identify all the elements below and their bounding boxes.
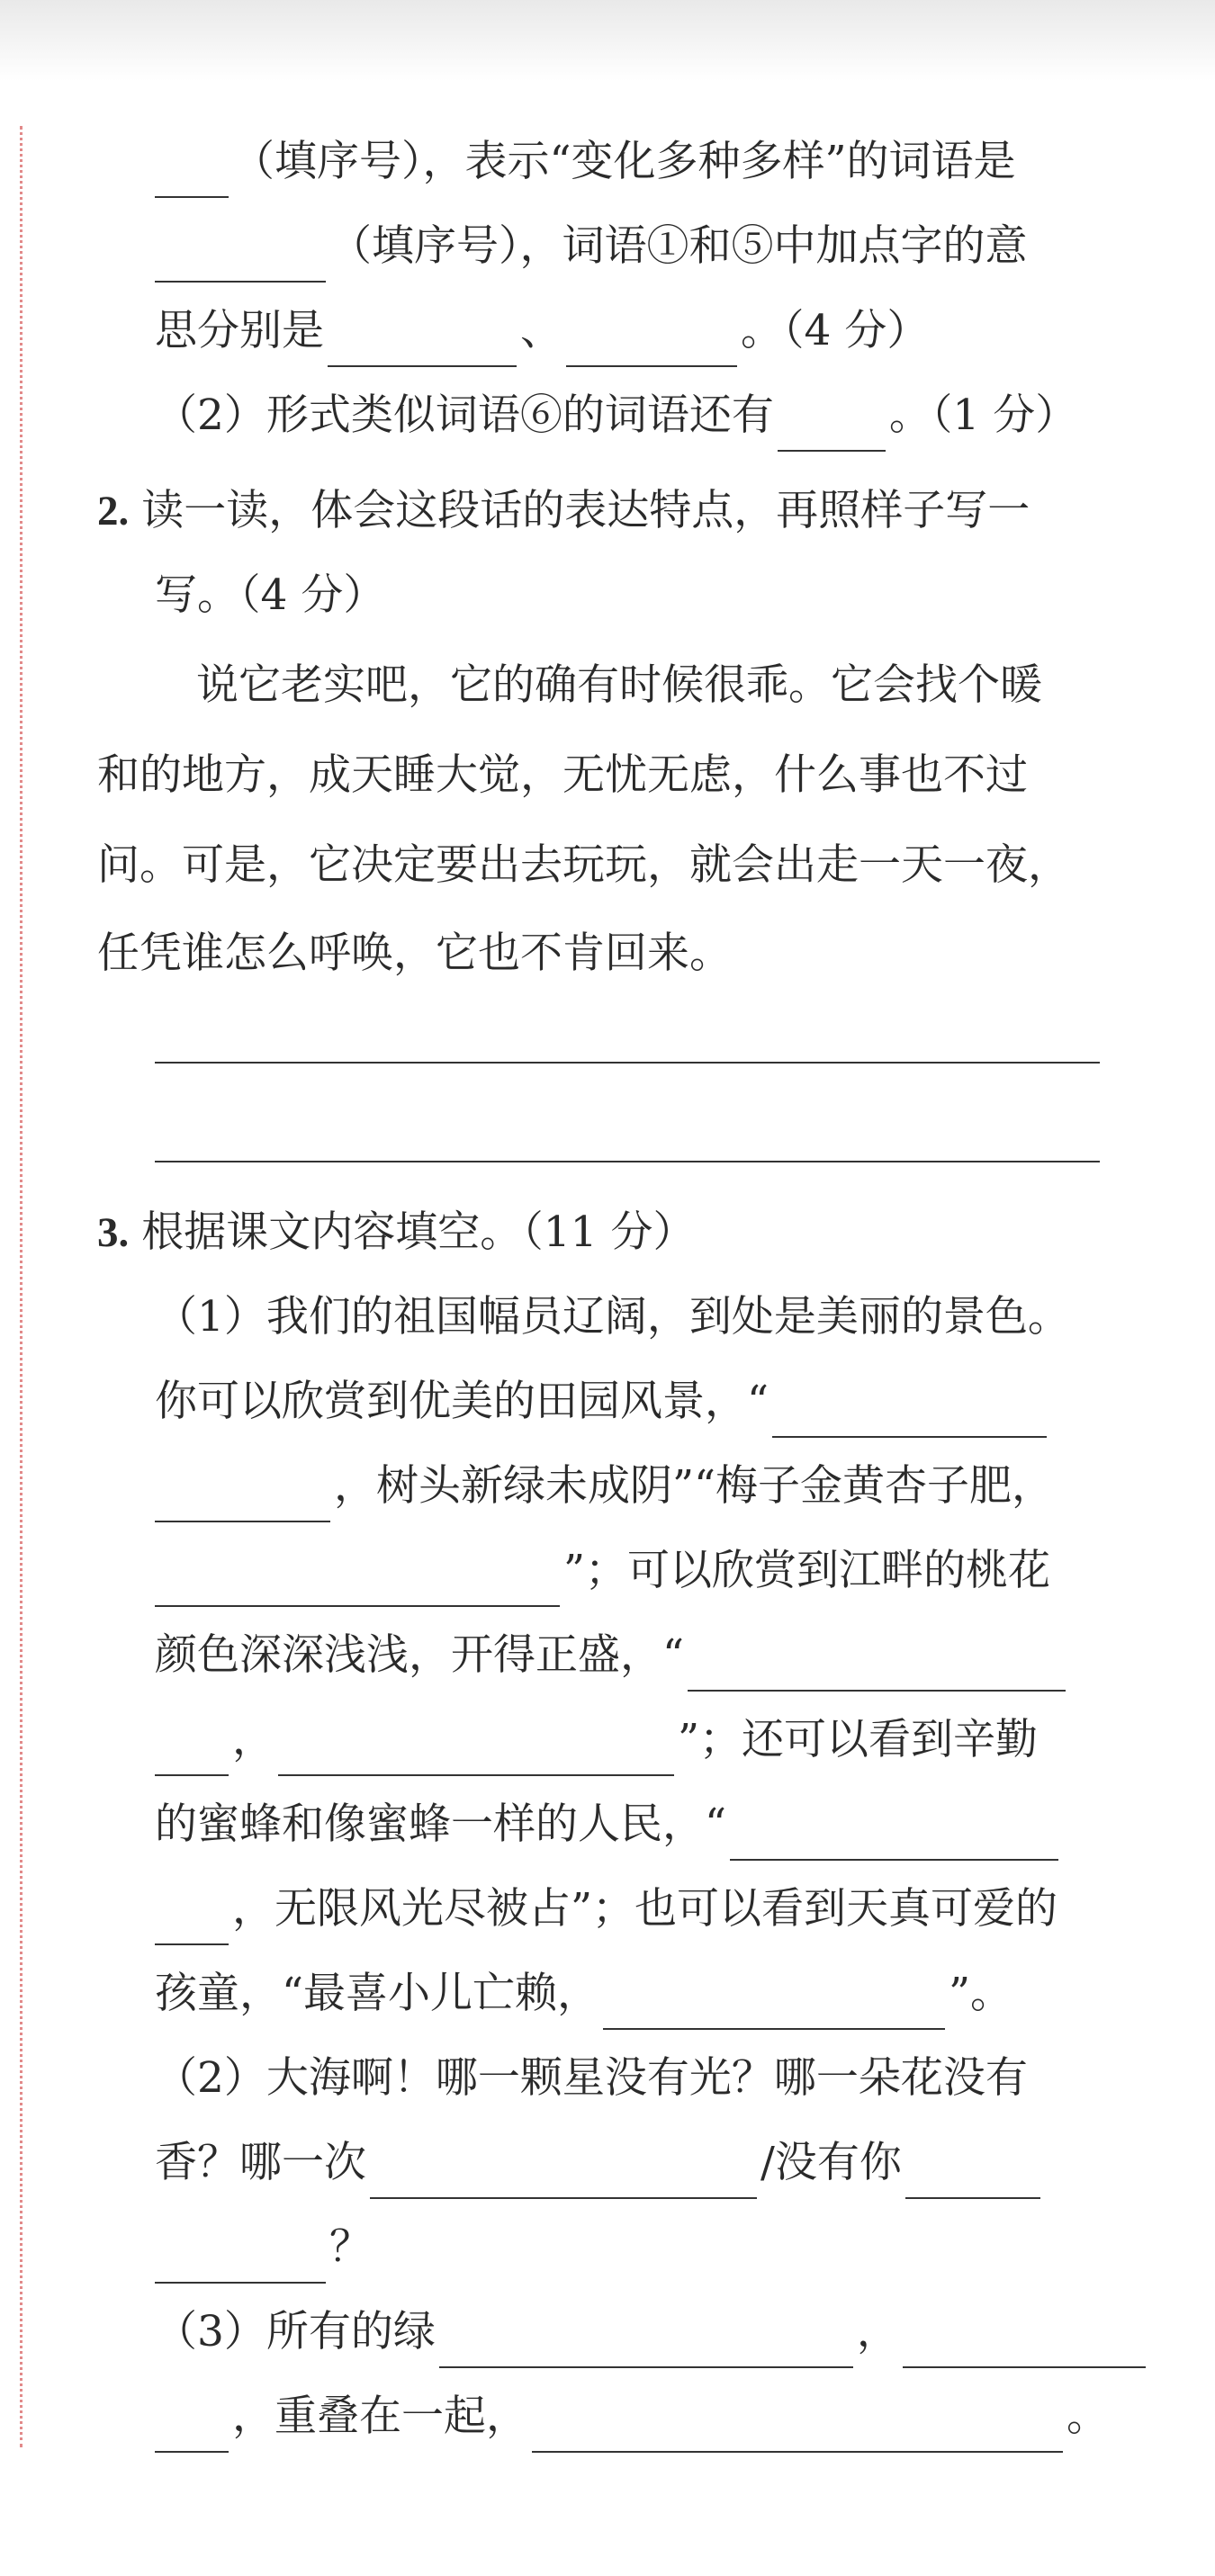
q3-p3-line1: （3）所有的绿 ， [155, 2296, 1149, 2368]
q3-p1-line1: （1）我们的祖国幅员辽阔，到处是美丽的景色。 [155, 1292, 1070, 1342]
answer-blank[interactable] [903, 2316, 1146, 2368]
answer-blank[interactable] [905, 2147, 1040, 2199]
q3-title: 3. 根据课文内容填空。（11 分） [97, 1207, 696, 1257]
answer-blank[interactable] [328, 315, 517, 367]
writing-line[interactable] [155, 1062, 1100, 1064]
q3-p1-line7: 的蜜蜂和像蜜蜂一样的人民，“ [155, 1789, 1062, 1861]
answer-blank[interactable] [772, 1386, 1047, 1438]
q2-prompt-line2: 写。（4 分） [155, 570, 386, 620]
q3-p1-line4: ”；可以欣赏到江畔的桃花 [155, 1535, 1050, 1607]
answer-blank[interactable] [155, 2231, 326, 2284]
q2-passage-line: 任凭谁怎么呼唤，它也不肯回来。 [97, 929, 732, 978]
q3-p2-line2: 香？哪一次 /没有你 [155, 2127, 1044, 2199]
answer-blank[interactable] [603, 1978, 945, 2030]
q1-line3: 思分别是 、 。（4 分） [155, 295, 929, 367]
q2-passage-line: 问。可是，它决定要出去玩玩，就会出走一天一夜， [97, 840, 1070, 890]
page-top-shadow [0, 0, 1215, 81]
answer-blank[interactable] [155, 1724, 229, 1776]
question-number: 2. [97, 488, 130, 534]
q1-line2: （填序号），词语①和⑤中加点字的意 [155, 211, 1028, 283]
answer-blank[interactable] [155, 230, 326, 283]
answer-blank[interactable] [688, 1639, 1066, 1692]
question-number: 3. [97, 1209, 130, 1256]
margin-dotted-line [20, 126, 22, 2447]
answer-blank[interactable] [778, 399, 886, 452]
answer-blank[interactable] [155, 1893, 229, 1945]
answer-blank[interactable] [532, 2401, 1063, 2453]
answer-blank[interactable] [730, 1809, 1058, 1861]
answer-blank[interactable] [439, 2316, 853, 2368]
answer-blank[interactable] [155, 1555, 560, 1607]
q3-p2-line3: ？ [155, 2212, 372, 2284]
q2-passage-line: 和的地方，成天睡大觉，无忧无虑，什么事也不过 [97, 750, 1028, 800]
q3-p1-line2: 你可以欣赏到优美的田园风景，“ [155, 1366, 1050, 1438]
q2-prompt-line1: 2. 读一读，体会这段话的表达特点，再照样子写一 [97, 486, 1030, 535]
q1-part2: （2）形式类似词语⑥的词语还有 。（1 分） [155, 380, 1077, 452]
answer-blank[interactable] [278, 1724, 674, 1776]
q3-p1-line6: ， ”；还可以看到辛勤 [155, 1704, 1038, 1776]
q2-passage-line: 说它老实吧，它的确有时候很乖。它会找个暖 [196, 660, 1042, 710]
q3-p3-line2: ，重叠在一起， 。 [155, 2381, 1109, 2453]
answer-blank[interactable] [370, 2147, 757, 2199]
q1-line1: （填序号），表示“变化多种多样”的词语是 [155, 126, 1016, 198]
q3-p1-line3: ，树头新绿未成阴”“梅子金黄杏子肥， [155, 1450, 1054, 1522]
q3-p1-line9: 孩童，“最喜小儿亡赖， ”。 [155, 1958, 1012, 2030]
writing-line[interactable] [155, 1161, 1100, 1162]
q3-p2-line1: （2）大海啊！哪一颗星没有光？哪一朵花没有 [155, 2053, 1028, 2103]
answer-blank[interactable] [155, 2401, 229, 2453]
answer-blank[interactable] [566, 315, 737, 367]
answer-blank[interactable] [155, 1470, 330, 1522]
q3-p1-line5: 颜色深深浅浅，开得正盛，“ [155, 1620, 1069, 1692]
q3-p1-line8: ，无限风光尽被占”；也可以看到天真可爱的 [155, 1873, 1058, 1945]
answer-blank[interactable] [155, 146, 229, 198]
